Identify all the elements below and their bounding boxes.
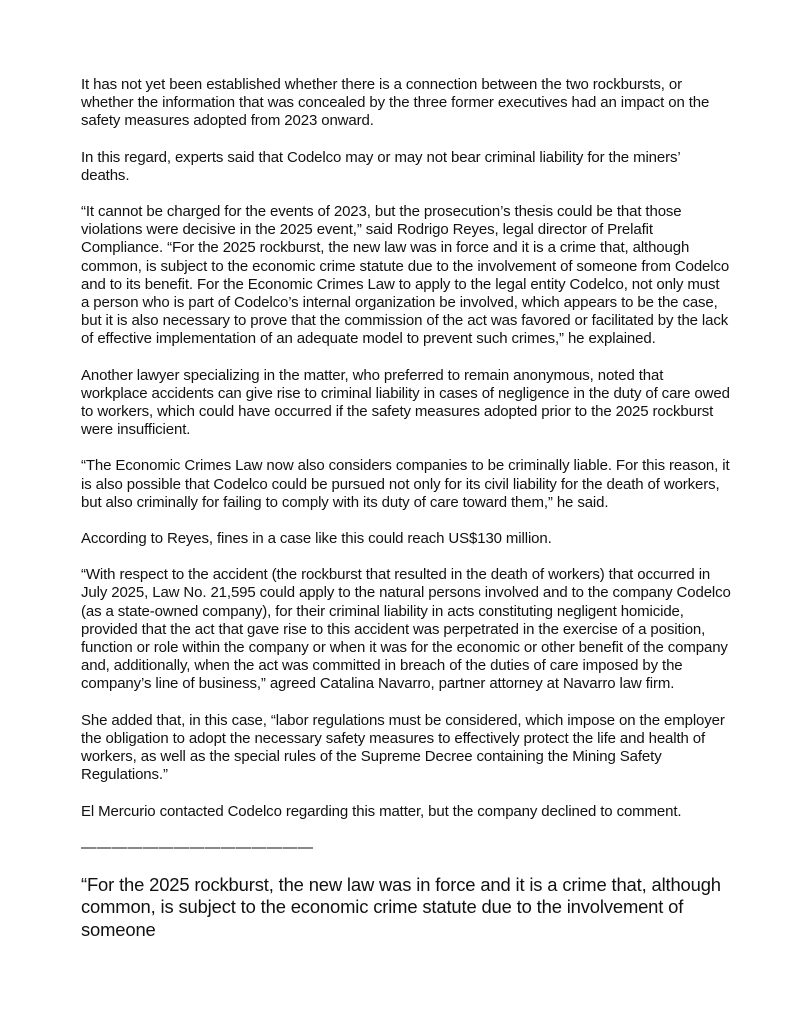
paragraph-fines: According to Reyes, fines in a case like this could reach US$130 million. [81, 530, 552, 548]
section-divider: ——————————————— [81, 838, 314, 856]
paragraph-reyes-quote: “It cannot be charged for the events of 2023, but the prosecution’s thesis could be that those violations were decisive in the 2025 event,” said Rodrigo Reyes, legal director of Prelafit Compliance. “For the 2025 rockburst, the new law was in force and it is a crime that, although common, is subject to the economic crime statute due to the involvement of someone from Codelco and to its benefit. For the Economic Crimes Law to apply to the legal entity Codelco, not only must a person who is part of Codelco’s internal organization be involved, which appears to be the case, but it is also necessary to prove that the commission of the act was favored or facilitated by the lack of effective implementation of an adequate model to prevent such crimes,” he explained. [81, 203, 730, 348]
paragraph-el-mercurio: El Mercurio contacted Codelco regarding this matter, but the company declined to comment. [81, 802, 682, 820]
paragraph-labor-regulations: She added that, in this case, “labor regulations must be considered, which impose on the employer the obligation to adopt the necessary safety measures to effectively protect the life and health of workers, as well as the special rules of the Supreme Decree containing the Mining Safety Regulations.” [81, 711, 725, 784]
document-page [81, 76, 731, 941]
paragraph-experts: In this regard, experts said that Codelco may or may not bear criminal liability for the miners’ deaths. [81, 148, 681, 184]
paragraph-anonymous-lawyer: Another lawyer specializing in the matter, who preferred to remain anonymous, noted that workplace accidents can give rise to criminal liability in cases of negligence in the duty of care owed to workers, which could have occurred if the safety measures adopted prior to the 2025 rockburst were insufficient. [81, 366, 730, 439]
pull-quote: “For the 2025 rockburst, the new law was in force and it is a crime that, although common, is subject to the economic crime statute due to the involvement of someone [81, 873, 721, 940]
paragraph-connection: It has not yet been established whether there is a connection between the two rockbursts, or whether the information that was concealed by the three former executives had an impact on the safety measures adopted from 2023 onward. [81, 76, 710, 130]
paragraph-economic-crimes-law: “The Economic Crimes Law now also considers companies to be criminally liable. For this reason, it is also possible that Codelco could be pursued not only for its civil liability for the death of workers, but also criminally for failing to comply with its duty of care toward them,” he said. [81, 457, 730, 511]
paragraph-navarro-quote: “With respect to the accident (the rockburst that resulted in the death of workers) that occurred in July 2025, Law No. 21,595 could apply to the natural persons involved and to the company Codelco (as a state-owned company), for their criminal liability in acts constituting negligent homicide, provided that the act that gave rise to this accident was perpetrated in the exercise of a position, function or role within the company or when it was for the economic or other benefit of the company and, additionally, when the act was committed in breach of the duties of care imposed by the company’s line of business,” agreed Catalina Navarro, partner attorney at Navarro law firm. [81, 566, 731, 693]
